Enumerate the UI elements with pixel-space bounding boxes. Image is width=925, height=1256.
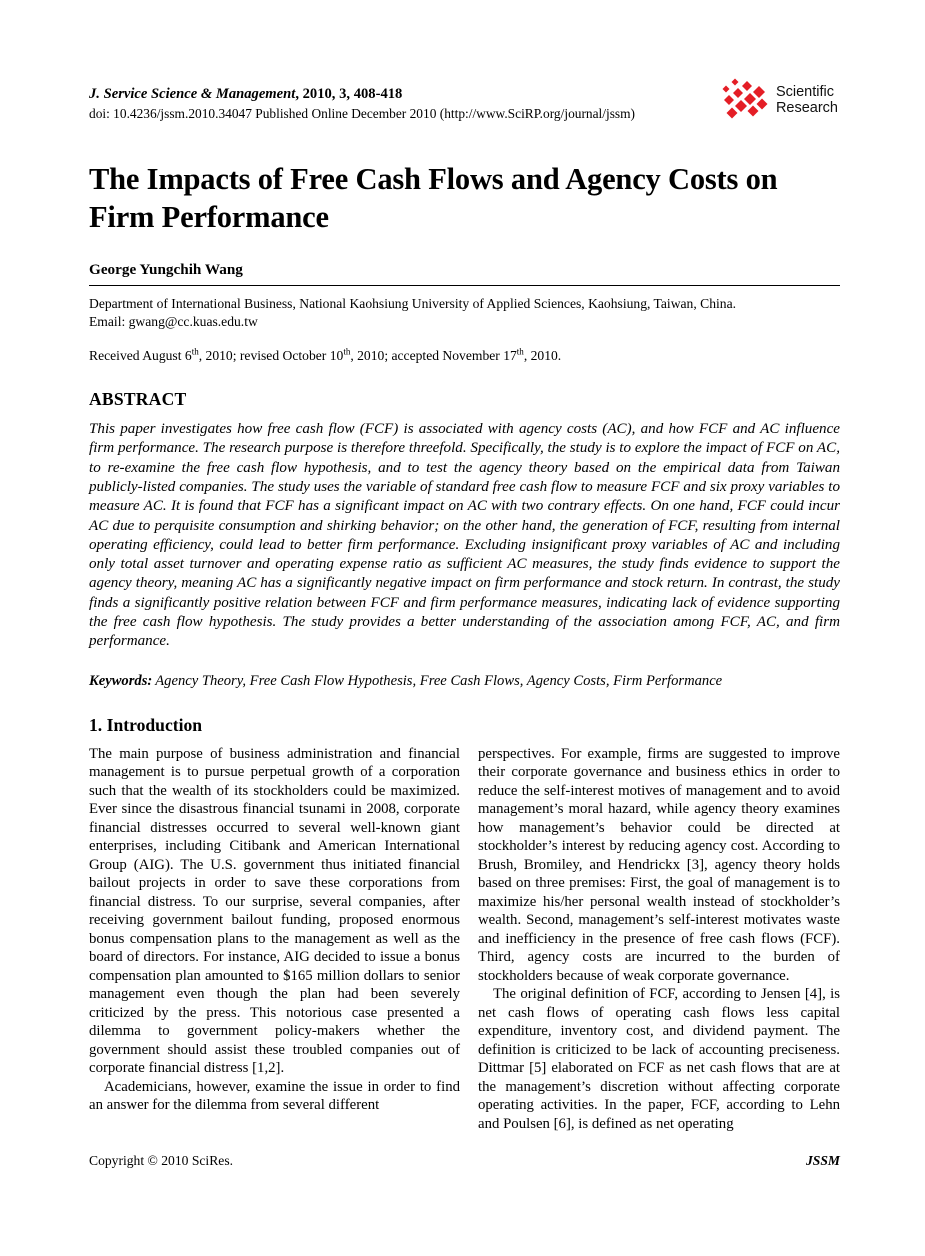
- logo-word-scientific: Scientific: [775, 83, 834, 100]
- author-affiliation: Department of International Business, National Kaohsiung University of Applied Sciences, Kaohsiung, Taiwan, China.: [89, 296, 737, 312]
- body-paragraph: The original definition of FCF, according to Jensen [4], is net cash flows of operating cash flows less capital expenditure, inventory cost, and dividend payment. The definition is criticized to be lack of accounting preciseness. Dittmar [5] elaborated on FCF as net cash flows that are at the management’s discretion without affecting corporate operating activities. In the paper, FCF, according to Lehn and Poulsen [6], is defined as net operating: [478, 986, 840, 1132]
- author-divider: [89, 285, 840, 286]
- ordinal-suffix: th: [191, 346, 199, 357]
- abstract-text: This paper investigates how free cash flow (FCF) is associated with agency costs (AC), and how FCF and AC influence firm performance. The research purpose is therefore threefold. Specifically, the study is to explore the impact of FCF on AC, to re-examine the free cash flow hypothesis, and to test the agency theory based on the empirical data from Taiwan publicly-listed companies. The study uses the variable of standard free cash flow to measure FCF and six proxy variables to measure AC. It is found that FCF has a significant impact on AC with two contrary effects. On one hand, FCF could incur AC due to perquisite consumption and shirking behavior; on the other hand, the generation of FCF, resulting from internal operating efficiency, could lead to better firm performance. Excluding insignificant proxy variables of AC and including only total asset turnover and operating expense ratio as sufficient AC measures, the study finds evidence to support the agency theory, meaning AC has a significantly negative impact on firm performance and stock return. In contrast, the study finds a significantly positive relation between FCF and firm performance measures, indicating lack of evidence supporting the free cash flow hypothesis. The study provides a better understanding of the association among FCF, AC, and firm performance.: [89, 421, 840, 650]
- abstract-heading: ABSTRACT: [89, 389, 187, 410]
- paper-title: The Impacts of Free Cash Flows and Agency Costs on Firm Performance: [89, 162, 778, 235]
- left-column: [89, 745, 460, 1134]
- body-paragraph: Academicians, however, examine the issue in order to find an answer for the dilemma from several different: [89, 1078, 460, 1114]
- logo-word-research: Research: [775, 100, 838, 116]
- journal-header: [89, 83, 840, 122]
- keywords-line: [89, 673, 840, 690]
- two-column-body: [89, 745, 840, 1134]
- page-content: [89, 0, 840, 1133]
- copyright-notice: Copyright © 2010 SciRes.: [89, 1153, 234, 1168]
- page-footer: [89, 1153, 840, 1169]
- journal-reference-block: [89, 86, 635, 122]
- keywords-label: Keywords:: [89, 672, 153, 689]
- journal-issue-pages: , 2010, 3, 408-418: [295, 86, 403, 102]
- keywords-list: Agency Theory, Free Cash Flow Hypothesis, Free Cash Flows, Agency Costs, Firm Performance: [155, 672, 723, 689]
- received-part: Received August 6: [89, 348, 192, 364]
- journal-name: J. Service Science & Management: [89, 86, 296, 102]
- body-paragraph: perspectives. For example, firms are suggested to improve their corporate governance and business ethics in order to reduce the self-interest motives of management and to avoid management’s moral hazard, while agency theory examines how management’s behavior could be directed at stockholder’s interest by reducing agency cost. According to Brush, Bromiley, and Hendrickx [3], agency theory holds based on three premises: First, the goal of management is to maximize his/her personal wealth instead of stockholder’s wealth. Second, management’s self-interest motivates waste and inefficiency in the presence of free cash flows (FCF). Third, agency costs are incurred to the burden of stockholders because of weak corporate governance.: [478, 745, 840, 984]
- body-paragraph: The main purpose of business administration and financial management is to pursue perpetual growth of a corporation such that the wealth of its stockholders could be maximized. Ever since the disastrous financial tsunami in 2008, corporate financial distresses occurred to several well-known giant enterprises, including Citibank and American International Group (AIG). The U.S. government thus initiated financial bailout projects in order to save these corporations from financial distress. To our surprise, several companies, after receiving government bailout funding, proposed enormous bonus compensation plans to the management as well as the board of directors. For instance, AIG decided to issue a bonus compensation plan amounted to $165 million dollars to senior management even though the plan had been severely criticized by the press. This notorious case presented a dilemma to government policy-makers whether the government should assist these troubled companies out of corporate financial distress [1,2].: [89, 745, 460, 1077]
- received-part: , 2010.: [523, 348, 562, 364]
- ordinal-suffix: th: [343, 346, 351, 357]
- author-name: George Yungchih Wang: [89, 261, 243, 279]
- received-dates: [89, 348, 840, 364]
- publisher-logo-text: [776, 84, 838, 116]
- ordinal-suffix: th: [516, 346, 524, 357]
- scientific-research-diamonds-icon: [719, 78, 769, 122]
- doi-line: doi: 10.4236/jssm.2010.34047 Published Online December 2010 (http://www.SciRP.org/journal/jssm): [89, 106, 636, 121]
- received-part: , 2010; revised October 10: [198, 348, 344, 364]
- section-heading-introduction: 1. Introduction: [89, 714, 203, 735]
- right-column: [478, 745, 840, 1134]
- author-email: Email: gwang@cc.kuas.edu.tw: [89, 313, 258, 329]
- journal-abbreviation: JSSM: [805, 1153, 840, 1168]
- publisher-logo: [719, 78, 838, 122]
- journal-reference: [89, 86, 635, 103]
- received-part: , 2010; accepted November 17: [350, 348, 517, 364]
